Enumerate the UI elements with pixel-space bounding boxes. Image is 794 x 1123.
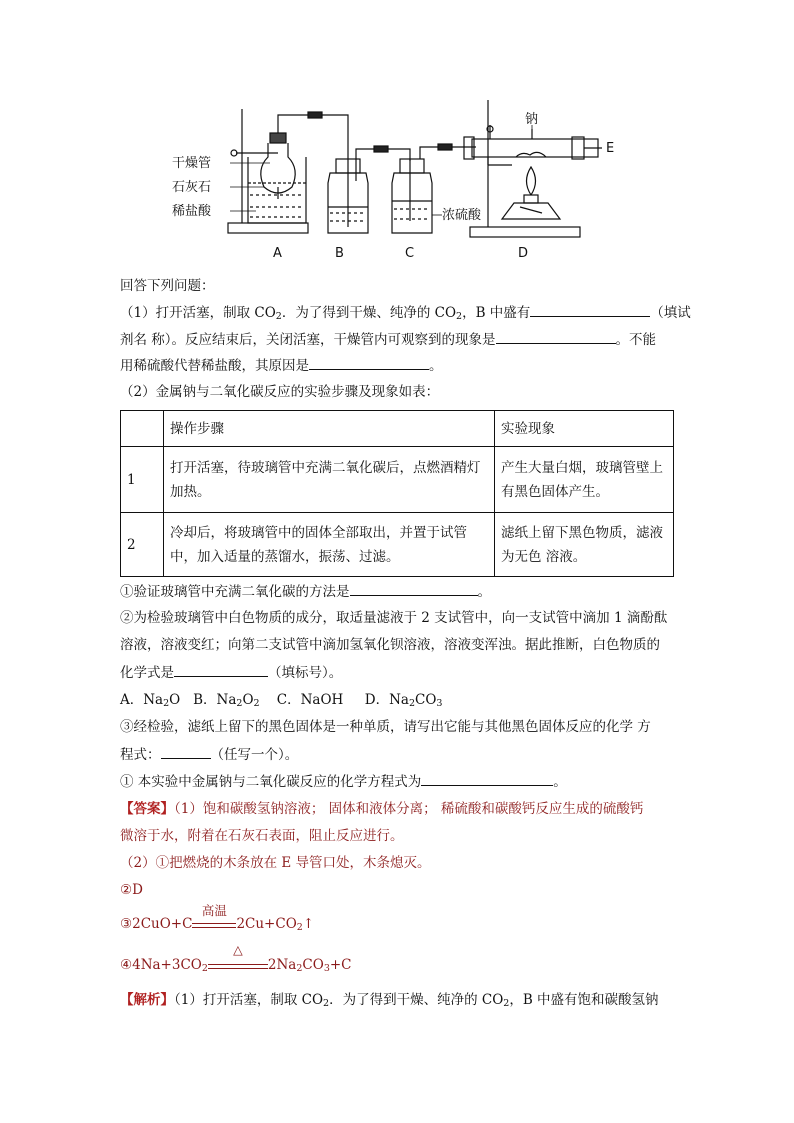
- answer-blank[interactable]: [174, 662, 268, 677]
- answer-line2: 微溶于水，附着在石灰石表面，阻止反应进行。: [120, 828, 404, 844]
- table-cell-obs: 产生大量白烟，玻璃管壁上有黑色固体产生。: [495, 447, 674, 513]
- label-conc-sulfuric: 浓硫酸: [442, 208, 482, 223]
- table-header-row: [121, 411, 674, 447]
- stopper-c: [400, 159, 424, 173]
- label-drying-tube: 干燥管: [172, 156, 212, 171]
- option-b: B．$Na_2O_2$: [193, 692, 260, 709]
- label-a: A: [273, 246, 282, 261]
- table-cell-step: 冷却后，将玻璃管中的固体全部取出，并置于试管中，加入适量的蒸馏水，振荡、过滤。: [164, 513, 495, 577]
- equation-3: ③2CuO+C 高温 $2Cu+CO_2↑$: [120, 903, 315, 933]
- table-cell-num: 2: [121, 513, 164, 577]
- label-b: B: [335, 246, 344, 261]
- table-header: [121, 411, 164, 447]
- answer-blank[interactable]: [309, 355, 429, 370]
- answer-blank[interactable]: [421, 771, 553, 786]
- label-e: E: [606, 141, 615, 156]
- stand-base-a: [228, 223, 308, 233]
- sub1: ①验证玻璃管中充满二氧化碳的方法是 。: [120, 581, 491, 602]
- label-sodium: 钠: [525, 112, 539, 127]
- label-limestone: 石灰石: [172, 180, 212, 195]
- answer-line3: （2）①把燃烧的木条放在 E 导管口处，木条熄灭。: [120, 855, 431, 871]
- q2-intro: （2）金属钠与二氧化碳反应的实验步骤及现象如表：: [120, 384, 440, 400]
- answer-tag: 【答案】: [120, 801, 174, 817]
- option-c: C．NaOH: [276, 692, 344, 708]
- table-row: [121, 447, 674, 513]
- label-dilute-hcl: 稀盐酸: [172, 204, 212, 219]
- options-line: [120, 690, 442, 714]
- reaction-condition: 高温: [192, 916, 236, 932]
- analysis-tag: 【解析】: [120, 992, 174, 1008]
- option-d: D．$Na_2CO_3$: [364, 692, 443, 709]
- answer-blank[interactable]: [496, 329, 616, 344]
- table-cell-obs: 滤纸上留下黑色物质，滤液为无色 溶液。: [495, 513, 674, 577]
- answer-line1: 【答案】（1）饱和碳酸氢钠溶液； 固体和液体分离； 稀硫酸和碳酸钙反应生成的硫酸钙: [120, 801, 644, 817]
- equation-4: $④4Na+3CO_2$ △ $2Na_2CO_3+C$: [120, 942, 352, 974]
- sub2-line3: 化学式是 （填标号）。: [120, 662, 342, 683]
- table-row: [121, 513, 674, 577]
- drying-tube-a: [261, 143, 295, 193]
- sodium-sample: [516, 152, 546, 157]
- answer-blank[interactable]: [530, 302, 650, 317]
- flame: [527, 167, 536, 195]
- glass-tube-d: [472, 139, 598, 157]
- label-c: C: [405, 246, 415, 261]
- analysis-line1: 【解析】（1）打开活塞，制取 $CO_2$．为了得到干燥、纯净的 $CO_2$，B 中盛有饱和碳酸氢钠: [120, 992, 659, 1009]
- sub4: ① 本实验中金属钠与二氧化碳反应的化学方程式为 。: [120, 771, 567, 792]
- apparatus-diagram: [160, 95, 640, 270]
- sub2-line1: ②为检验玻璃管中白色物质的成分，取适量滤液于 2 支试管中，向一支试管中滴加 1 滴酚酞: [120, 610, 668, 626]
- sub2-line2: 溶液，溶液变红；向第二支试管中滴加氢氧化钡溶液，溶液变浑浊。据此推断，白色物质的: [120, 637, 660, 653]
- table-header: 操作步骤: [164, 411, 495, 447]
- beaker-a: [248, 157, 306, 223]
- sub3-line2: 程式： （任写一个）。: [120, 744, 298, 765]
- q1-line1: （1）打开活塞，制取 $CO_2$．为了得到干燥、纯净的 $CO_2$，B 中盛有 （填试: [120, 302, 691, 327]
- q1-line2: 剂名 称）。反应结束后，关闭活塞，干燥管内可观察到的现象是 。不能: [120, 329, 656, 350]
- sub3-line1: ③经检验，滤纸上留下的黑色固体是一种单质，请写出它能与其他黑色固体反应的化学 方: [120, 719, 651, 735]
- answer-blank[interactable]: [161, 744, 211, 759]
- table-cell-num: 1: [121, 447, 164, 513]
- option-a: A．$Na_2O$: [120, 692, 181, 709]
- experiment-table: [120, 410, 674, 577]
- reaction-condition: △: [208, 957, 268, 973]
- alcohol-lamp: [502, 203, 560, 219]
- table-header: 实验现象: [495, 411, 674, 447]
- q1-line3: 用稀硫酸代替稀盐酸，其原因是 。: [120, 355, 443, 376]
- answer-blank[interactable]: [350, 581, 478, 596]
- answer-line4: ②D: [120, 882, 143, 898]
- table-cell-step: 打开活塞，待玻璃管中充满二氧化碳后，点燃酒精灯加热。: [164, 447, 495, 513]
- bottle-c: [392, 173, 432, 233]
- label-d: D: [518, 246, 529, 261]
- stand-base-d: [470, 227, 580, 237]
- intro-text: 回答下列问题：: [120, 278, 215, 294]
